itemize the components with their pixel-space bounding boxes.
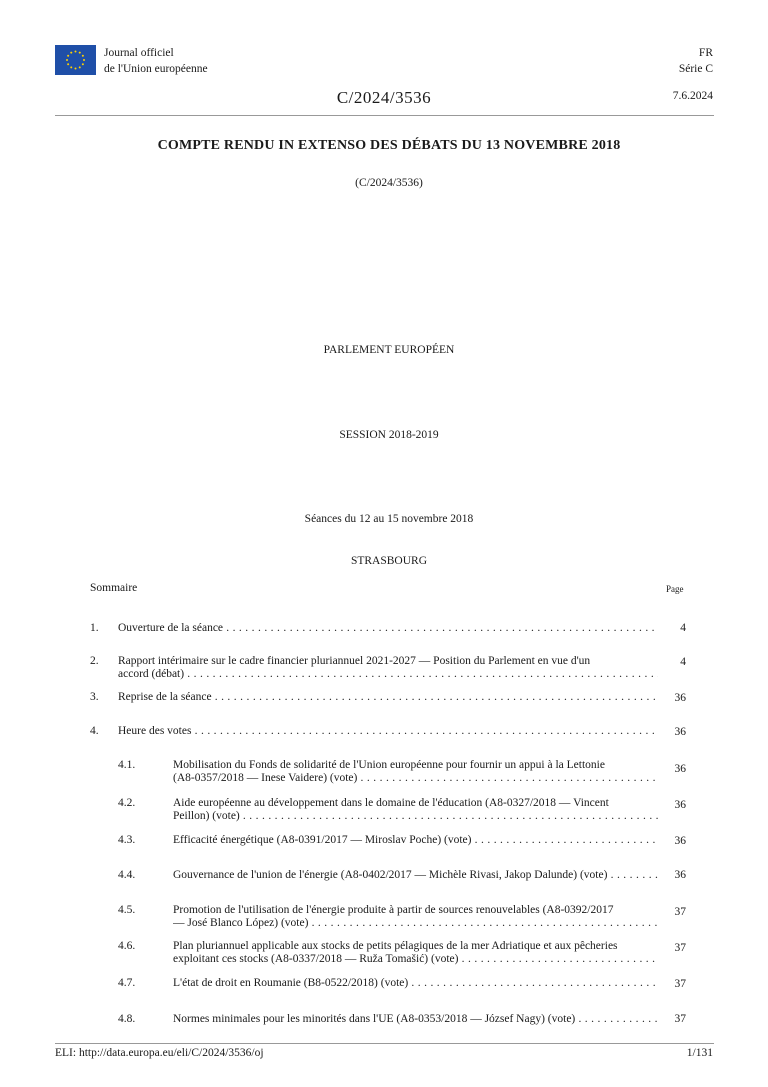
toc-item-text[interactable]: Reprise de la séance . . . — [118, 691, 658, 705]
publication-date: 7.6.2024 — [672, 90, 713, 102]
toc-item-page: 4 — [680, 622, 686, 634]
toc-subitem-number: 4.4. — [118, 869, 136, 881]
language-code: FR — [698, 47, 713, 59]
toc-subitem-number: 4.2. — [118, 797, 136, 809]
toc-subitem-page: 37 — [674, 942, 686, 954]
toc-subitem-text[interactable]: Efficacité énergétique (A8-0391/2017 — Miroslav Poche) (vote) . . . — [173, 834, 658, 848]
toc-item-text[interactable]: Rapport intérimaire sur le cadre financier pluriannuel 2021-2027 — Position du Parlement en vue d'un — [118, 655, 591, 667]
toc-subitem-page: 36 — [674, 835, 686, 847]
toc-subitem-text[interactable]: Plan pluriannuel applicable aux stocks de petits pélagiques de la mer Adriatique et aux pêcheries — [173, 940, 618, 952]
eli-link[interactable]: ELI: http://data.europa.eu/eli/C/2024/3536/oj — [55, 1047, 264, 1059]
toc-subitem-page: 36 — [674, 869, 686, 881]
toc-page-heading: Page — [666, 584, 684, 594]
toc-subitem-text[interactable]: L'état de droit en Roumanie (B8-0522/2018) (vote) . . . — [173, 977, 658, 991]
toc-item-text[interactable]: Heure des votes . . . — [118, 725, 658, 739]
toc-item-text[interactable]: Ouverture de la séance . . . — [118, 622, 658, 636]
series-info — [679, 45, 713, 77]
toc-item-page: 4 — [680, 656, 686, 668]
toc-item-number: 4. — [90, 725, 99, 737]
series-label: Série C — [678, 63, 713, 75]
parliament-name: PARLEMENT EUROPÉEN — [323, 344, 455, 356]
toc-subitem-text[interactable]: Aide européenne au développement dans le domaine de l'éducation (A8-0327/2018 — Vincent — [173, 797, 609, 809]
journal-line-2: de l'Union européenne — [104, 63, 208, 75]
toc-subitem-text[interactable]: Gouvernance de l'union de l'énergie (A8-0402/2017 — Michèle Rivasi, Jakop Dalunde) (vote) . . . — [173, 869, 658, 883]
toc-item-page: 36 — [674, 692, 686, 704]
toc-subitem-text-cont[interactable]: exploitant ces stocks (A8-0337/2018 — Ruža Tomašić) (vote) . . . — [173, 953, 658, 967]
toc-subitem-page: 37 — [674, 906, 686, 918]
session-label: SESSION 2018-2019 — [339, 429, 439, 441]
page-counter: 1/131 — [686, 1047, 713, 1059]
footer-divider — [55, 1043, 714, 1044]
toc-subitem-page: 36 — [674, 799, 686, 811]
toc-heading: Sommaire — [90, 582, 138, 594]
eu-flag-icon — [55, 45, 96, 75]
toc-item-page: 36 — [674, 726, 686, 738]
toc-subitem-page: 37 — [674, 1013, 686, 1025]
toc-subitem-text[interactable]: Mobilisation du Fonds de solidarité de l'Union européenne pour fournir un appui à la Lettonie — [173, 759, 605, 771]
document-id: C/2024/3536 — [336, 88, 432, 107]
toc-subitem-page: 36 — [674, 763, 686, 775]
toc-subitem-page: 37 — [674, 978, 686, 990]
toc-subitem-number: 4.3. — [118, 834, 136, 846]
toc-subitem-number: 4.6. — [118, 940, 136, 952]
journal-line-1: Journal officiel — [104, 47, 174, 59]
toc-item-text-cont[interactable]: accord (débat) . . . — [118, 668, 658, 682]
toc-subitem-text-cont[interactable]: (A8-0357/2018 — Inese Vaidere) (vote) . . . — [173, 772, 658, 786]
journal-name — [104, 45, 208, 77]
city-label: STRASBOURG — [350, 555, 428, 567]
sittings-label: Séances du 12 au 15 novembre 2018 — [304, 513, 474, 525]
toc-item-number: 3. — [90, 691, 99, 703]
document-title: COMPTE RENDU IN EXTENSO DES DÉBATS DU 13 NOVEMBRE 2018 — [157, 138, 621, 153]
toc-subitem-number: 4.5. — [118, 904, 136, 916]
toc-subitem-number: 4.1. — [118, 759, 136, 771]
header-divider — [55, 115, 714, 116]
toc-subitem-number: 4.8. — [118, 1013, 136, 1025]
document-reference: (C/2024/3536) — [355, 177, 423, 189]
toc-subitem-text[interactable]: Normes minimales pour les minorités dans l'UE (A8-0353/2018 — József Nagy) (vote) . . . — [173, 1013, 658, 1027]
toc-subitem-text[interactable]: Promotion de l'utilisation de l'énergie produite à partir de sources renouvelables (A8-0392/2017 — [173, 904, 614, 916]
toc-subitem-text-cont[interactable]: Peillon) (vote) . . . — [173, 810, 658, 824]
toc-subitem-text-cont[interactable]: — José Blanco López) (vote) . . . — [173, 917, 658, 931]
toc-subitem-number: 4.7. — [118, 977, 136, 989]
toc-item-number: 2. — [90, 655, 99, 667]
toc-item-number: 1. — [90, 622, 99, 634]
